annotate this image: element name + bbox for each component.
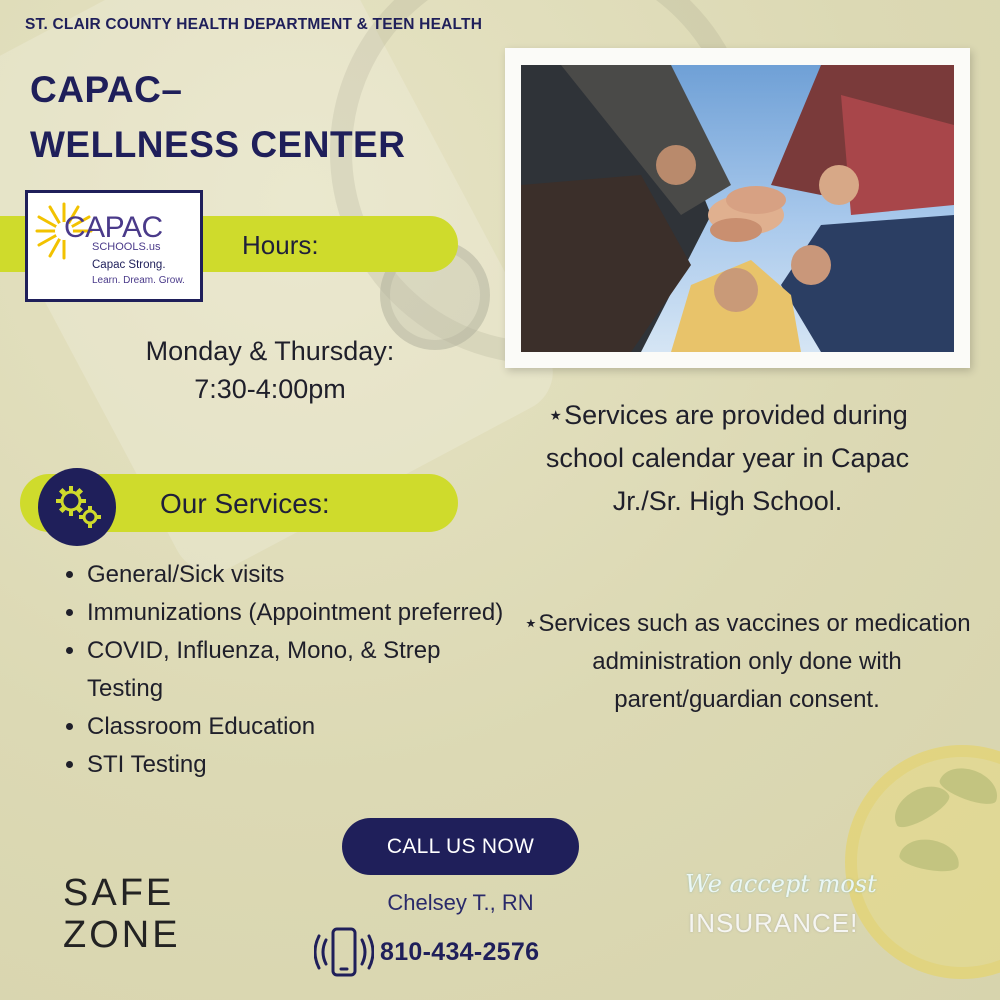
mobile-phone-icon: [314, 925, 374, 981]
service-note-calendar: ⋆Services are provided during school calendar year in Capac Jr./Sr. High School.: [545, 400, 910, 516]
safe-zone-line-2: ZONE: [63, 914, 181, 956]
insurance-note-line-2: INSURANCE!: [688, 908, 859, 938]
list-item: • General/Sick visits: [87, 556, 507, 594]
services-icon-badge: [38, 468, 116, 546]
call-us-now-button[interactable]: CALL US NOW: [342, 818, 579, 875]
students-huddle-photo: [521, 65, 954, 352]
contact-name: Chelsey T., RN: [387, 890, 534, 915]
hours-time: 7:30-4:00pm: [194, 374, 346, 404]
safe-zone-badge: [63, 872, 181, 956]
hours-label: Hours:: [242, 230, 319, 260]
services-list: [62, 556, 507, 784]
logo-slogan: Capac Strong.: [92, 259, 166, 271]
phone-number[interactable]: 810-434-2576: [380, 938, 540, 966]
organization-header: ST. CLAIR COUNTY HEALTH DEPARTMENT & TEEN HEALTH: [25, 16, 483, 33]
insurance-note-line-1: We accept most: [685, 870, 877, 898]
students-huddle-illustration: [521, 65, 954, 352]
capac-schools-logo: [25, 190, 203, 302]
title-line-2: WELLNESS CENTER: [30, 124, 406, 165]
hours-days: Monday & Thursday:: [145, 336, 395, 366]
safe-zone-line-1: SAFE: [63, 872, 175, 914]
logo-tagline: Learn. Dream. Grow.: [92, 275, 185, 286]
gears-icon: [38, 468, 116, 546]
title-line-1: CAPAC–: [30, 69, 183, 110]
services-label: Our Services:: [160, 488, 330, 519]
list-item: • COVID, Influenza, Mono, & Strep Testing: [87, 632, 507, 708]
list-item: • Immunizations (Appointment preferred): [87, 594, 507, 632]
list-item: • Classroom Education: [87, 708, 507, 746]
photo-frame: [505, 48, 970, 368]
logo-wordmark: CAPAC: [64, 211, 163, 244]
page-title: [30, 62, 405, 172]
hours-details: [110, 332, 430, 408]
service-note-consent: ⋆Services such as vaccines or medication administration only done with parent/guardian consent.: [523, 610, 971, 713]
list-item: • STI Testing: [87, 746, 507, 784]
logo-subtext: SCHOOLS.us: [92, 241, 161, 253]
